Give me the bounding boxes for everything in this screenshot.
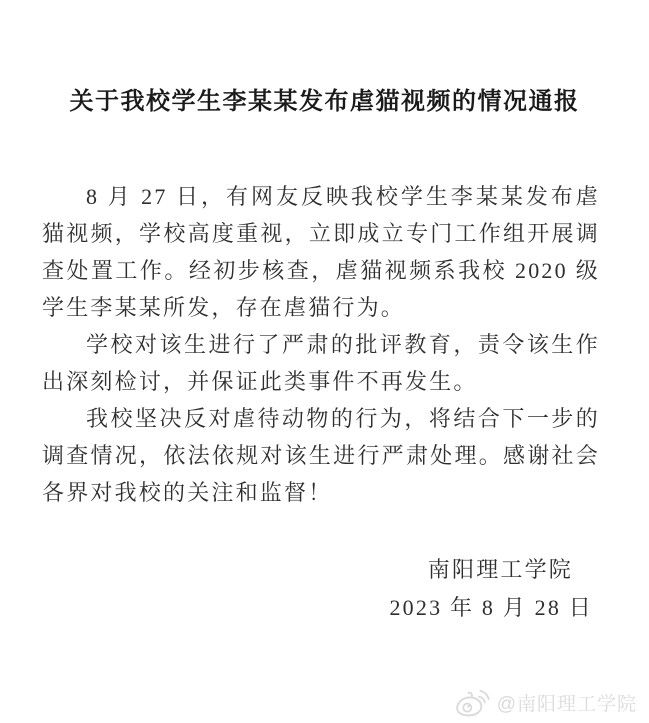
- notice-body: [42, 178, 600, 511]
- watermark-text: @南阳理工学院: [496, 694, 637, 715]
- notice-paragraph: 我校坚决反对虐待动物的行为，将结合下一步的调查情况，依法依规对该生进行严肃处理。感谢社会各界对我校的关注和监督！: [42, 406, 600, 505]
- weibo-icon: [454, 688, 490, 717]
- weibo-watermark: [454, 688, 637, 717]
- signature-date: 2023 年 8 月 28 日: [389, 595, 593, 620]
- notice-paragraph: 8 月 27 日，有网友反映我校学生李某某发布虐猫视频，学校高度重视，立即成立专门工作组开展调查处置工作。经初步核查，虐猫视频系我校 2020 级学生李某某所发，存在虐猫行为。: [42, 184, 600, 320]
- notice-title: 关于我校学生李某某发布虐猫视频的情况通报: [69, 88, 580, 115]
- signature-block: [0, 551, 649, 627]
- notice-paragraph: 学校对该生进行了严肃的批评教育，责令该生作出深刻检讨，并保证此类事件不再发生。: [42, 332, 600, 394]
- signature-name: 南阳理工学院: [427, 557, 573, 582]
